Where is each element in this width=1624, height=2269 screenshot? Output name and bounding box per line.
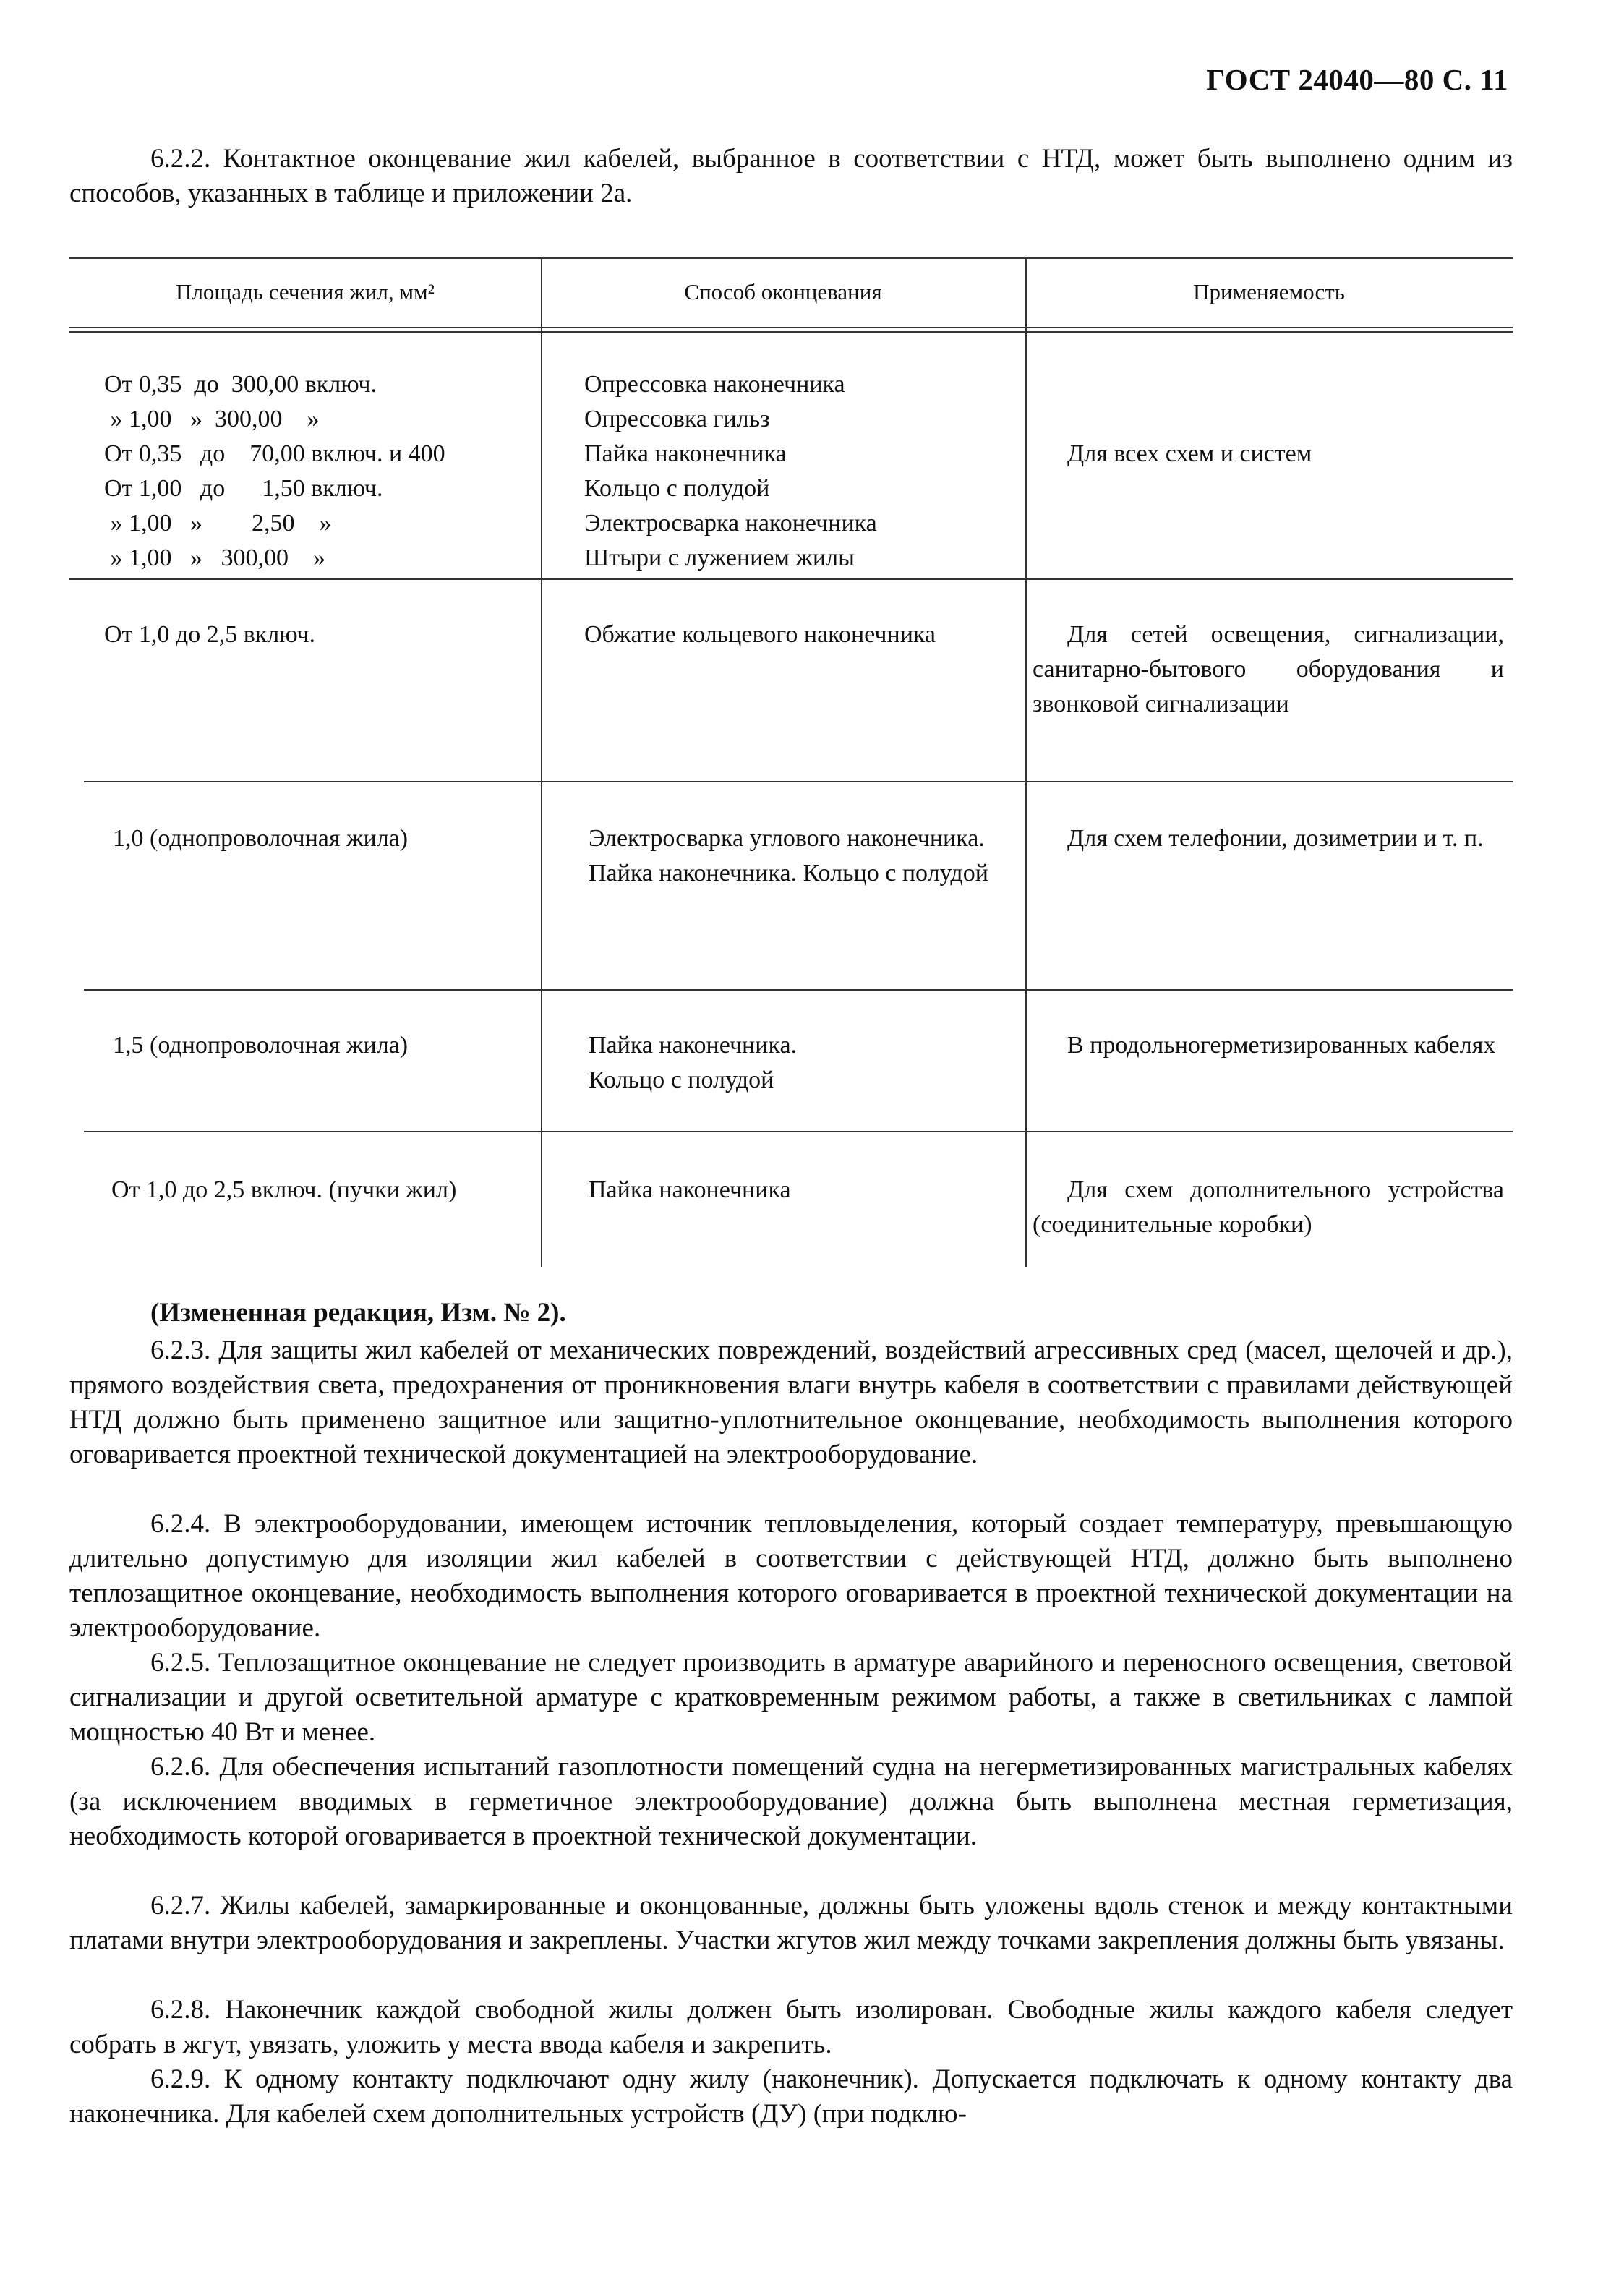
header-rule <box>69 327 1513 328</box>
paragraph-6-2-4: 6.2.4. В электрооборудовании, имеющем источник тепловыделения, который создает температуру, превышающую длительно допустимую для изоляции жил кабелей в соответствии с действующей НТД, должно быть выполнено теплозащитное оконцевание, необходимость выполнения которого оговаривается в проектной технической документации на электрооборудование. <box>69 1509 1513 1643</box>
method-line: Пайка наконечника <box>584 440 787 467</box>
method-line: Обжатие кольцевого наконечника <box>584 621 936 648</box>
termination-table <box>69 257 1513 1270</box>
row-divider <box>84 989 1513 991</box>
page-header: ГОСТ 24040—80 С. 11 <box>1206 63 1508 96</box>
area-line: От 0,35 до 300,00 включ. <box>104 371 377 398</box>
table-row-1-method <box>584 367 877 576</box>
table-row-5-area <box>111 1173 456 1208</box>
table-row-5-applicability <box>1033 1173 1504 1242</box>
row-divider <box>84 1131 1513 1132</box>
paragraph-6-2-6: 6.2.6. Для обеспечения испытаний газоплотности помещений судна на негерметизированных магистральных кабелях (за исключением вводимых в герметичное электрооборудование) должна быть выполнена местная герметизация, необходимость которой оговаривается в проектной технической документации. <box>69 1752 1513 1851</box>
method-line: Электросварка углового наконечника. <box>589 825 985 852</box>
paragraph-6-2-9: 6.2.9. К одному контакту подключают одну жилу (наконечник). Допускается подключать к одному контакту два наконечника. Для кабелей схем дополнительных устройств (ДУ) (при подклю- <box>69 2064 1513 2129</box>
applicability-line: Для схем дополнительного устройства (соединительные коробки) <box>1033 1176 1504 1238</box>
area-line: От 1,00 до 1,50 включ. <box>104 475 383 502</box>
method-line: Опрессовка гильз <box>584 406 770 432</box>
paragraph-6-2-5: 6.2.5. Теплозащитное оконцевание не следует производить в арматуре аварийного и переносного освещения, световой сигнализации и другой осветительной арматуре с кратковременным режимом работы, а также в светильниках с лампой мощностью 40 Вт и менее. <box>69 1648 1513 1747</box>
area-line: » 1,00 » 300,00 » <box>104 544 325 571</box>
row-divider <box>69 578 1513 580</box>
header-area: Площадь сечения жил, мм² <box>176 279 435 304</box>
applicability-line: Для всех схем и систем <box>1067 440 1312 467</box>
method-line: Электросварка наконечника <box>584 510 877 537</box>
applicability-line: В продольногерметизированных кабелях <box>1067 1032 1496 1059</box>
applicability-line: Для схем телефонии, дозиметрии и т. п. <box>1067 825 1484 852</box>
method-line: Пайка наконечника. Кольцо с полудой <box>589 860 988 886</box>
row-divider <box>84 781 1513 782</box>
table-row-2-area <box>104 618 315 652</box>
table-row-3-method <box>548 821 1018 891</box>
intro-paragraph: 6.2.2. Контактное оконцевание жил кабелей, выбранное в соответствии с НТД, может быть выполнено одним из способов, указанных в таблице и приложении 2а. <box>69 144 1513 208</box>
method-line: Кольцо с полудой <box>589 1067 774 1093</box>
table-row-4-method <box>589 1028 797 1098</box>
method-line: Пайка наконечника. <box>589 1032 798 1059</box>
column-divider <box>1025 257 1027 1267</box>
table-row-4-area <box>113 1028 408 1063</box>
paragraph-6-2-3: 6.2.3. Для защиты жил кабелей от механических повреждений, воздействий агрессивных сред (масел, щелочей и др.), прямого воздействия света, предохранения от проникновения влаги внутрь кабеля в соответствии с правилами действующей НТД должно быть применено защитное или защитно-уплотнительное оконцевание, необходимость выполнения которого оговаривается проектной технической документацией на электрооборудование. <box>69 1336 1513 1469</box>
header-method: Способ оконцевания <box>684 279 882 304</box>
column-divider <box>541 257 542 1267</box>
paragraph-6-2-8: 6.2.8. Наконечник каждой свободной жилы должен быть изолирован. Свободные жилы каждого кабеля следует собрать в жгут, увязать, уложить у места ввода кабеля и закрепить. <box>69 1995 1513 2059</box>
table-row-5-method <box>589 1173 791 1208</box>
method-line: Штыри с лужением жилы <box>584 544 855 571</box>
area-line: От 0,35 до 70,00 включ. и 400 <box>104 440 445 467</box>
table-row-1-area <box>104 367 445 576</box>
area-line: От 1,0 до 2,5 включ. (пучки жил) <box>111 1176 457 1203</box>
table-row-2-applicability <box>1033 618 1504 722</box>
table-row-3-area <box>113 821 408 856</box>
area-line: 1,5 (однопроволочная жила) <box>113 1032 409 1059</box>
area-line: 1,0 (однопроволочная жила) <box>113 825 409 852</box>
method-line: Опрессовка наконечника <box>584 371 845 398</box>
method-line: Кольцо с полудой <box>584 475 770 502</box>
table-row-4-applicability <box>1033 1028 1504 1063</box>
header-rule-double <box>69 331 1513 333</box>
area-line: » 1,00 » 300,00 » <box>104 406 320 432</box>
paragraph-6-2-7: 6.2.7. Жилы кабелей, замаркированные и оконцованные, должны быть уложены вдоль стенок и между контактными платами внутри электрооборудования и закреплены. Участки жгутов жил между точками закрепления должны быть увязаны. <box>69 1891 1513 1955</box>
table-row-1-applicability <box>1067 437 1312 471</box>
table-row-2-method <box>584 618 936 652</box>
header-applicability: Применяемость <box>1193 279 1345 304</box>
method-line: Пайка наконечника <box>589 1176 791 1203</box>
changed-note: (Измененная редакция, Изм. № 2). <box>150 1298 566 1328</box>
table-top-rule <box>69 257 1513 259</box>
area-line: » 1,00 » 2,50 » <box>104 510 332 537</box>
table-row-3-applicability <box>1033 821 1504 856</box>
area-line: От 1,0 до 2,5 включ. <box>104 621 315 648</box>
applicability-line: Для сетей освещения, сигнализации, санитарно-бытового оборудования и звонковой сигнализации <box>1033 621 1504 717</box>
